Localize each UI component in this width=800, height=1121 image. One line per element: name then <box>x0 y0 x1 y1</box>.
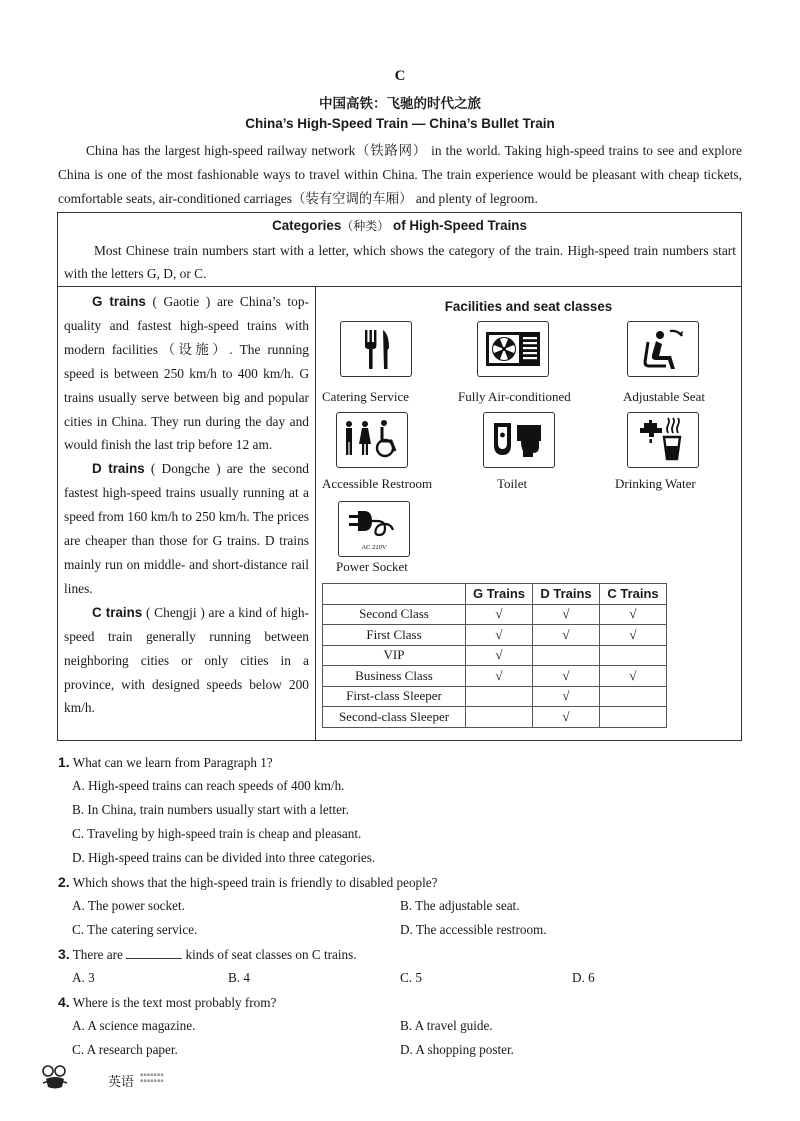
table-header-row <box>323 584 667 605</box>
answer-option[interactable]: C. Traveling by high-speed train is cheap and pleasant. <box>72 826 362 841</box>
question-text: There are <box>72 947 123 962</box>
footer-subject: 英语 <box>108 1075 135 1090</box>
answer-option[interactable]: B. A travel guide. <box>400 1018 493 1033</box>
question-number: 1. <box>58 754 70 770</box>
facility-label: Drinking Water <box>615 476 696 491</box>
table-row: Second Class √ √ √ <box>323 604 667 625</box>
title-chinese: 中国高铁：飞驰的时代之旅 <box>319 96 481 112</box>
footer-decoration: ▪▪▪▪▪▪▪ ▪▪▪▪▪▪▪ <box>140 1072 164 1084</box>
answer-option[interactable]: D. The accessible restroom. <box>400 922 547 937</box>
facility-label: Adjustable Seat <box>623 389 705 404</box>
questions-section <box>58 750 748 1062</box>
info-box <box>57 212 742 741</box>
divider <box>315 286 316 741</box>
answer-option[interactable]: A. The power socket. <box>72 898 185 913</box>
answer-option[interactable]: D. A shopping poster. <box>400 1042 514 1057</box>
answer-option[interactable]: B. The adjustable seat. <box>400 898 520 913</box>
intro-paragraph: China has the largest high-speed railway network（铁路网） in the world. Taking high-speed trains to see and explore China is one of the most fashionable ways to travel within China. The train experience would be pleasant with cheap tickets, comfortable seats, air-conditioned carriages（装有空调的车厢） and plenty of legroom. <box>58 143 742 206</box>
answer-option[interactable]: B. 4 <box>228 970 250 985</box>
question-number: 2. <box>58 874 70 890</box>
question <box>58 942 748 966</box>
d-trains-paragraph: D trains ( Dongche ) are the second fastest high-speed trains usually running at a speed from 160 km/h to 250 km/h. The prices are cheaper than those for G trains. D trains mainly run on middle- and short-distance rail lines. <box>64 461 309 596</box>
table-row: Second-class Sleeper √ <box>323 707 667 728</box>
fork-knife-icon <box>340 321 412 377</box>
c-trains-paragraph: C trains ( Chengji ) are a kind of high-speed train generally running between neighboring cities or only cities in a province, with designed speeds below 200 km/h. <box>64 604 309 716</box>
power-plug-icon <box>338 501 410 557</box>
g-trains-paragraph: G trains ( Gaotie ) are China’s top-quality and fastest high-speed trains with modern facilities（设施）. The running speed is between 250 km/h to 400 km/h. G trains usually serve between big and popular cities in China. They run during the day and would finish the last trip before 12 am. <box>64 294 309 453</box>
divider <box>58 286 741 287</box>
table-row: First-class Sleeper √ <box>323 686 667 707</box>
question <box>58 990 748 1014</box>
water-tap-icon <box>627 412 699 468</box>
categories-heading: Categories（种类） of High-Speed Trains <box>272 218 527 233</box>
accessible-restroom-icon <box>336 412 408 468</box>
answer-option[interactable]: C. The catering service. <box>72 922 198 937</box>
table-row: Business Class √ √ √ <box>323 666 667 687</box>
facility-label: Catering Service <box>322 389 409 404</box>
title-english: China’s High-Speed Train — China’s Bullet Train <box>245 116 555 131</box>
facility-label: Fully Air-conditioned <box>458 389 571 404</box>
question-number: 3. <box>58 946 70 962</box>
answer-option[interactable]: A. 3 <box>72 970 95 985</box>
voltage-caption: AC 220V <box>361 544 387 551</box>
question-text: Where is the text most probably from? <box>72 995 277 1010</box>
table-header: G Trains <box>466 584 533 605</box>
answer-option[interactable]: A. High-speed trains can reach speeds of 400 km/h. <box>72 778 345 793</box>
train-descriptions <box>64 290 309 720</box>
categories-text: Most Chinese train numbers start with a letter, which shows the category of the train. High-speed train numbers start with the letters G, D, or C. <box>64 243 736 281</box>
question <box>58 750 748 774</box>
toilet-icon <box>483 412 555 468</box>
air-conditioner-icon <box>477 321 549 377</box>
table-header: D Trains <box>533 584 600 605</box>
facility-label: Accessible Restroom <box>322 476 433 491</box>
table-header: C Trains <box>600 584 667 605</box>
reclining-seat-icon <box>627 321 699 377</box>
table-row: First Class √ √ √ <box>323 625 667 646</box>
seat-class-table <box>322 583 667 728</box>
section-letter: C <box>394 68 406 84</box>
table-row: VIP √ <box>323 645 667 666</box>
question-text: What can we learn from Paragraph 1? <box>72 755 273 770</box>
table-header <box>323 584 466 605</box>
facility-label: Power Socket <box>336 559 408 574</box>
answer-option[interactable]: B. In China, train numbers usually start with a letter. <box>72 802 349 817</box>
answer-option[interactable]: D. High-speed trains can be divided into three categories. <box>72 850 376 865</box>
question-number: 4. <box>58 994 70 1010</box>
answer-blank[interactable] <box>126 946 182 959</box>
mascot-logo-icon <box>40 1063 70 1091</box>
answer-option[interactable]: C. A research paper. <box>72 1042 178 1057</box>
facility-label: Toilet <box>497 476 528 491</box>
answer-option[interactable]: A. A science magazine. <box>72 1018 196 1033</box>
answer-option[interactable]: D. 6 <box>572 970 595 985</box>
question-text: Which shows that the high-speed train is friendly to disabled people? <box>72 875 438 890</box>
question-text: kinds of seat classes on C trains. <box>185 947 357 962</box>
answer-option[interactable]: C. 5 <box>400 970 422 985</box>
facilities-title: Facilities and seat classes <box>444 299 613 314</box>
question <box>58 870 748 894</box>
